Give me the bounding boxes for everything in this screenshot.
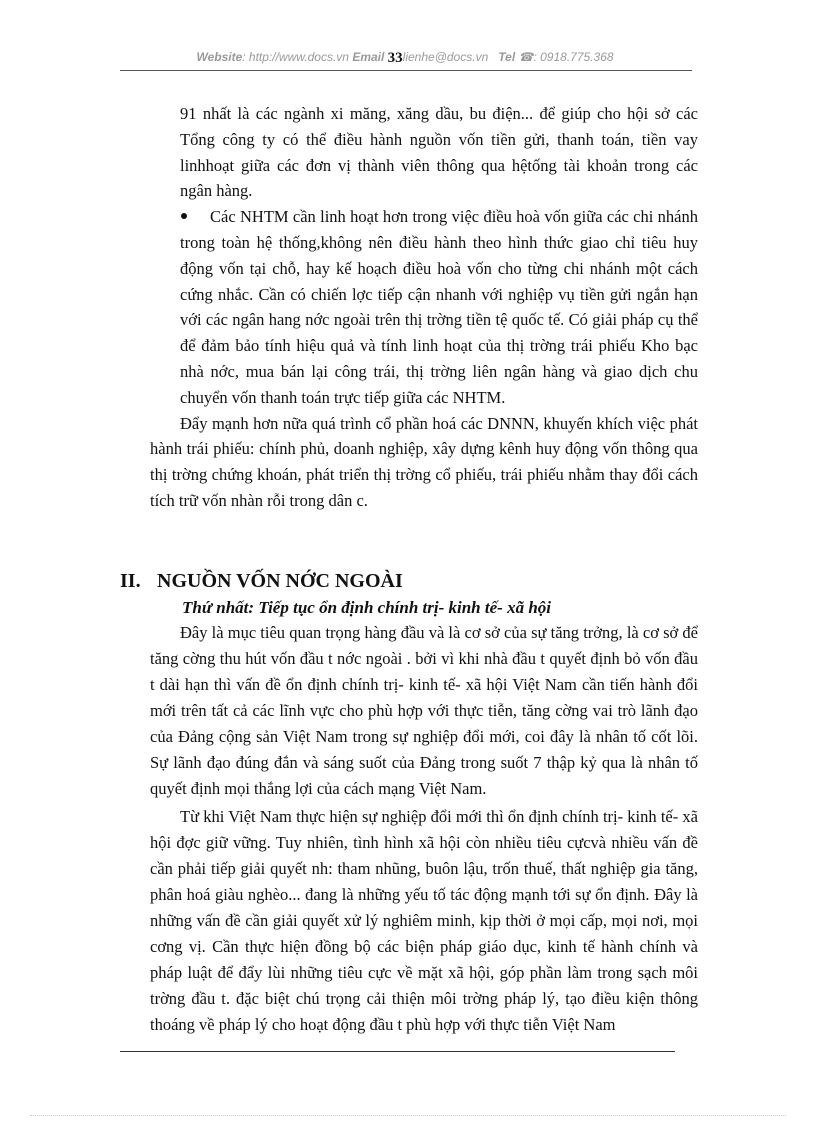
email-label: Email: [352, 50, 385, 64]
paragraph: Từ khi Việt Nam thực hiện sự nghiệp đổi mới thì ổn định chính trị- kinh tế- xã hội đợc giữ vững. Tuy nhiên, tình hình xã hội còn nhiều tiêu cựcvà nhiều vấn đề cần phải tiếp giải quyết nh: tham nhũng, buôn lậu, trốn thuế, thất nghiệp gia tăng, phân hoá giàu nghèo... đang là những yếu tố tác động mạnh tới sự ổn định. Đây là những vấn đề cần giải quyết xử lý nghiêm minh, kịp thời ở mọi cấp, mọi nơi, mọi cơng vị. Cần thực hiện đồng bộ các biện pháp giáo dục, kinh tế hành chính và pháp luật để đẩy lùi những tiêu cực về mặt xã hội, góp phần làm trong sạch môi trờng đầu t. đặc biệt chú trọng cải thiện môi trờng pháp lý, tạo điều kiện thông thoáng về pháp lý cho hoạt động đầu t phù hợp với thực tiễn Việt Nam: [150, 807, 698, 1034]
paragraph: Đây là mục tiêu quan trọng hàng đầu và là cơ sở của sự tăng trởng, là cơ sở để tăng cờng thu hút vốn đầu t nớc ngoài . bởi vì khi nhà đầu t quyết định bỏ vốn đầu t dài hạn thì vấn đề ổn định chính trị- kinh tế- xã hội Việt Nam cần tiến hành đổi mới trên tất cả các lĩnh vực cho phù hợp với thực tiễn, tăng cờng vai trò lãnh đạo của Đảng cộng sản Việt Nam trong sự nghiệp đổi mới, coi đây là nhân tố cốt lõi. Sự lãnh đạo đúng đắn và sáng suốt của Đảng trong suốt 7 thập kỷ qua là nhân tố quyết định mọi thắng lợi của cách mạng Việt Nam.: [150, 623, 698, 798]
page-edge-divider: [30, 1115, 786, 1116]
page-number: 33: [387, 50, 403, 66]
paragraph: Đẩy mạnh hơn nữa quá trình cổ phần hoá các DNNN, khuyến khích việc phát hành trái phiếu: chính phủ, doanh nghiệp, xây dựng kênh huy động vốn thông qua thị trờng chứng khoán, phát triển thị trờng cổ phiếu, trái phiếu nhằm thay đổi cách tích trữ vốn nhàn rỗi trong dân c.: [150, 413, 698, 510]
section-number: II.: [120, 570, 141, 592]
section-heading: [120, 570, 700, 593]
body-block-2: [150, 620, 698, 1040]
bullet-paragraph: [150, 204, 698, 410]
section-title: NGUỒN VỐN NỚC NGOÀI: [157, 570, 403, 592]
phone-icon: ☎: [518, 50, 534, 64]
page-header: [120, 50, 690, 67]
bullet-icon: [181, 213, 187, 219]
tel-text: : 0918.775.368: [533, 50, 614, 64]
website-text: : http://www.docs.vn: [242, 50, 349, 64]
tel-label: Tel: [498, 50, 516, 64]
email-text: lienhe@docs.vn: [402, 50, 489, 64]
bullet-paragraph-text: Các NHTM cần linh hoạt hơn trong việc điều hoà vốn giữa các chi nhánh trong toàn hệ thống,không nên điều hành theo hình thức giao chỉ tiêu huy động vốn tại chỗ, hay kế hoạch điều hoà vốn cho từng chi nhánh một cách cứng nhắc. Cần có chiến lợc tiếp cận nhanh với nghiệp vụ tiền gửi ngắn hạn với các ngân hang nớc ngoài trên thị trờng tiền tệ quốc tế. Có giải pháp cụ thể để đảm bảo tính hiệu quả và tính linh hoạt của thị trờng trái phiếu Kho bạc nhà nớc, mua bán lại công trái, thị trờng liên ngân hàng và giao dịch chu chuyển vốn thanh toán trực tiếp giữa các NHTM.: [180, 207, 698, 407]
paragraph-continued: 91 nhất là các ngành xi măng, xăng dầu, bu điện... để giúp cho hội sở các Tổng công ty có thể điều hành nguồn vốn tiền gửi, thanh toán, tiền vay linhhoạt giữa các đơn vị thành viên thông qua hệtống tài khoản trong các ngân hàng.: [180, 104, 698, 201]
sub-heading: Thứ nhất: Tiếp tục ổn định chính trị- kinh tế- xã hội: [182, 598, 551, 617]
header-rule: [120, 70, 692, 71]
website-label: Website: [196, 50, 243, 64]
body-block-1: [150, 101, 698, 514]
footer-rule: [120, 1051, 675, 1052]
